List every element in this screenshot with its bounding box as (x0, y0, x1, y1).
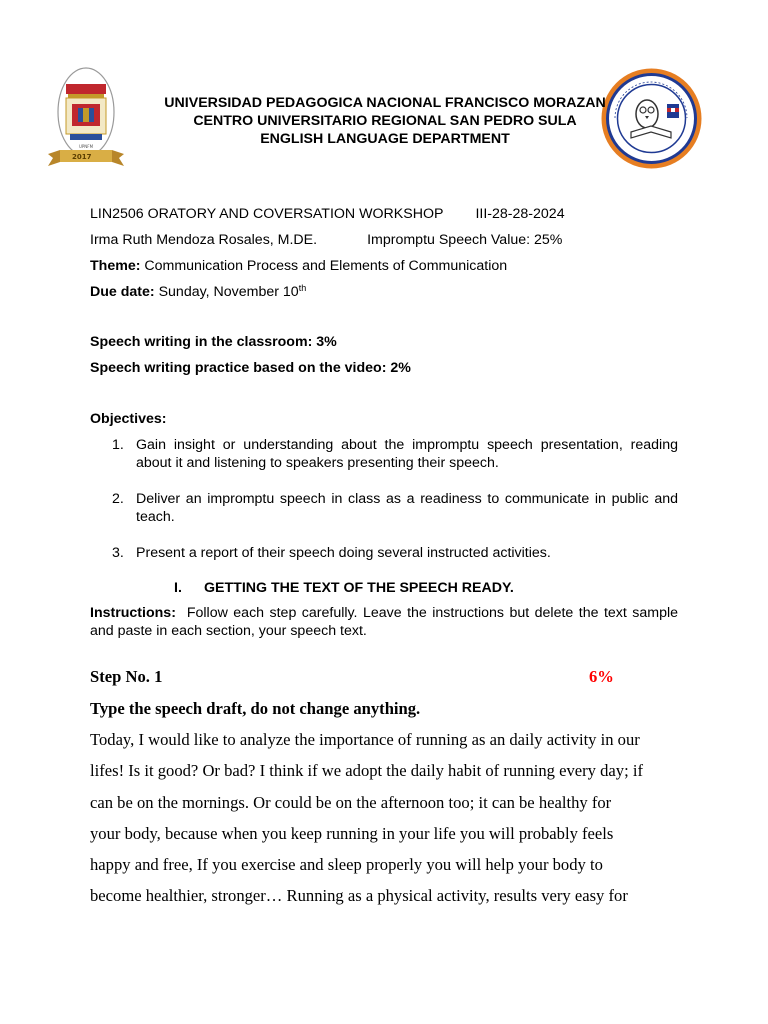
university-name: UNIVERSIDAD PEDAGOGICA NACIONAL FRANCISCO MORAZAN (164, 95, 606, 111)
objective-number: 2. (112, 491, 124, 507)
university-crest-logo (44, 66, 128, 170)
due-date-label: Due date: (90, 284, 155, 300)
objective-text: Present a report of their speech doing several instructed activities. (136, 545, 551, 561)
speech-draft (90, 729, 690, 917)
objective-text: Deliver an impromptu speech in class as a readiness to communicate in public and teach. (136, 491, 678, 525)
speech-line: lifes! Is it good? Or bad? I think if we adopt the daily habit of running every day; if (90, 761, 643, 781)
video-practice-percent: Speech writing practice based on the video: 2% (90, 360, 411, 376)
theme-label: Theme: (90, 258, 141, 274)
svg-text:2017: 2017 (72, 153, 92, 161)
step-percent: 6% (589, 667, 614, 686)
objective-number: 3. (112, 545, 124, 561)
section-heading (174, 579, 514, 597)
instructions (90, 604, 682, 640)
objective-number: 1. (112, 437, 124, 453)
course-info (90, 205, 690, 309)
instructor-line (90, 231, 690, 257)
svg-text:UPNFM: UPNFM (78, 144, 94, 149)
speech-line: Today, I would like to analyze the importance of running as an daily activity in our (90, 730, 640, 749)
course-line (90, 205, 690, 231)
due-date-line (90, 283, 690, 309)
objective-item (112, 436, 678, 472)
section-number: I. (174, 580, 182, 596)
due-date-suffix: th (298, 283, 307, 293)
step-instruction: Type the speech draft, do not change anything. (90, 699, 421, 718)
theme-value: Communication Process and Elements of Communication (140, 258, 508, 274)
objective-item (112, 490, 678, 526)
instructions-label: Instructions: (90, 605, 176, 621)
speech-line: happy and free, If you exercise and sleep properly you will help your body to (90, 855, 603, 875)
classroom-writing-percent: Speech writing in the classroom: 3% (90, 334, 337, 350)
objective-text: Gain insight or understanding about the impromptu speech presentation, reading about it and listening to speakers presenting their speech. (136, 437, 678, 471)
department-name: ENGLISH LANGUAGE DEPARTMENT (260, 131, 510, 147)
grading-breakdown (90, 333, 411, 385)
instructor-name: Irma Ruth Mendoza Rosales, M.DE. (90, 232, 318, 248)
speech-value: Impromptu Speech Value: 25% (367, 232, 563, 248)
speech-line: become healthier, stronger… Running as a physical activity, results very easy for (90, 886, 628, 906)
instructions-text: Follow each step carefully. Leave the instructions but delete the text sample and paste in each section, your speech text. (90, 605, 682, 639)
course-title: LIN2506 ORATORY AND COVERSATION WORKSHOP (90, 206, 444, 222)
objectives-title: Objectives: (90, 411, 167, 427)
step-label: Step No. 1 (90, 667, 163, 686)
theme-line (90, 257, 690, 283)
campus-name: CENTRO UNIVERSITARIO REGIONAL SAN PEDRO SULA (193, 113, 577, 129)
speech-line: can be on the mornings. Or could be on the afternoon too; it can be healthy for (90, 792, 612, 812)
step-header (90, 666, 620, 688)
speech-line: your body, because when you keep running in your life you will probably feels (90, 823, 614, 843)
objective-item (112, 544, 678, 562)
institution-header (120, 94, 650, 148)
due-date-value: Sunday, November 10 (154, 284, 299, 300)
section-title: GETTING THE TEXT OF THE SPEECH READY. (204, 580, 514, 596)
course-code: III-28-28-2024 (475, 206, 565, 222)
